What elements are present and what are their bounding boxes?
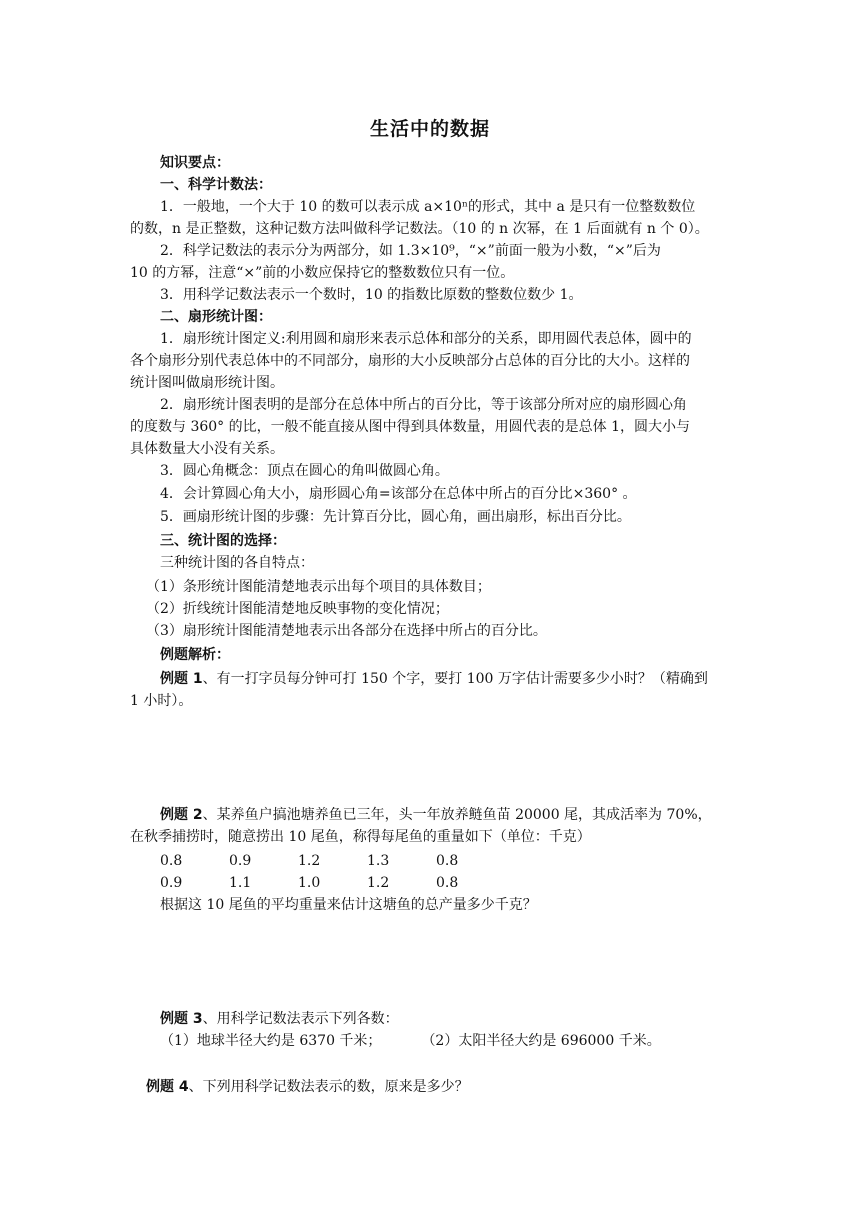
weight-value: 1.2	[298, 853, 321, 869]
weights-row-2	[160, 872, 505, 894]
s1-paragraph-1-line-2: 的数，n 是正整数，这种记数方法叫做科学记数法。（10 的 n 次幂，在 1 后面就有 n 个 0）。	[130, 221, 709, 237]
weight-value: 0.8	[160, 853, 183, 869]
section-3-heading: 三、统计图的选择：	[160, 533, 286, 549]
weight-value: 0.9	[160, 875, 183, 891]
s3-item-1: （1）条形统计图能清楚地表示出每个项目的具体数目；	[146, 579, 491, 595]
example-3-line-1	[160, 1008, 399, 1030]
s3-item-2: （2）折线统计图能清楚地反映事物的变化情况；	[146, 601, 449, 617]
example-1-text: 、有一打字员每分钟可打 150 个字，要打 100 万字估计需要多少小时？（精确到	[202, 671, 708, 687]
example-4-text: 、下列用科学记数法表示的数，原来是多少？	[188, 1079, 469, 1095]
weights-row-1	[160, 850, 505, 872]
s3-item-3: （3）扇形统计图能清楚地表示出各部分在选择中所占的百分比。	[146, 623, 547, 639]
knowledge-heading: 知识要点：	[160, 155, 230, 171]
example-3-text: 、用科学记数法表示下列各数：	[202, 1011, 399, 1027]
example-2-label: 例题 2	[160, 807, 203, 823]
s2-paragraph-2-line-1: 2．扇形统计图表明的是部分在总体中所占的百分比，等于该部分所对应的扇形圆心角	[160, 397, 687, 413]
s2-paragraph-2-line-2: 的度数与 360° 的比，一般不能直接从图中得到具体数量，用圆代表的是总体 1，圆大小与	[130, 419, 690, 435]
weight-value: 1.1	[229, 875, 252, 891]
s3-intro: 三种统计图的各自特点：	[160, 555, 314, 571]
example-1-line-2: 1 小时）。	[130, 693, 193, 709]
example-2-line-2: 在秋季捕捞时，随意捞出 10 尾鱼，称得每尾鱼的重量如下（单位：千克）	[130, 829, 591, 845]
s2-paragraph-2-line-3: 具体数量大小没有关系。	[130, 441, 284, 457]
weight-value: 1.3	[367, 853, 390, 869]
weight-value: 0.8	[436, 853, 459, 869]
example-3-item-2: （2）太阳半径大约是 696000 千米。	[421, 1033, 661, 1049]
s2-paragraph-1-line-1: 1．扇形统计图定义:利用圆和扇形来表示总体和部分的关系，即用圆代表总体，圆中的	[160, 331, 692, 347]
example-3-item-1: （1）地球半径大约是 6370 千米；	[160, 1033, 382, 1049]
s1-paragraph-3: 3．用科学记数法表示一个数时，10 的指数比原数的整数位数少 1。	[160, 287, 583, 303]
s2-paragraph-1-line-2: 各个扇形分别代表总体中的不同部分，扇形的大小反映部分占总体的百分比的大小。这样的	[130, 353, 690, 369]
s1-paragraph-2-line-1: 2．科学记数法的表示分为两部分，如 1.3×10⁹，“×”前面一般为小数，“×”后为	[160, 243, 661, 259]
s2-paragraph-3: 3．圆心角概念：顶点在圆心的角叫做圆心角。	[160, 463, 449, 479]
s1-paragraph-2-line-2: 10 的方幂，注意“×”前的小数应保持它的整数数位只有一位。	[130, 265, 515, 281]
example-1-line-1	[160, 668, 708, 690]
example-4-label: 例题 4	[146, 1079, 189, 1095]
example-2-text: 、某养鱼户搞池塘养鱼已三年，头一年放养鲢鱼苗 20000 尾，其成活率为 70%，	[202, 807, 712, 823]
s1-paragraph-1-line-1: 1．一般地，一个大于 10 的数可以表示成 a×10ⁿ的形式，其中 a 是只有一位整数数位	[160, 199, 696, 215]
example-3-items	[160, 1030, 661, 1052]
s2-paragraph-1-line-3: 统计图叫做扇形统计图。	[130, 375, 284, 391]
section-1-heading: 一、科学计数法：	[160, 177, 272, 193]
weight-value: 1.2	[367, 875, 390, 891]
s2-paragraph-5: 5．画扇形统计图的步骤：先计算百分比，圆心角，画出扇形，标出百分比。	[160, 509, 631, 525]
weight-value: 0.9	[229, 853, 252, 869]
s2-paragraph-4: 4．会计算圆心角大小，扇形圆心角=该部分在总体中所占的百分比×360° 。	[160, 486, 637, 502]
example-2-question: 根据这 10 尾鱼的平均重量来估计这塘鱼的总产量多少千克？	[160, 897, 537, 913]
examples-heading: 例题解析：	[160, 647, 230, 663]
weight-value: 1.0	[298, 875, 321, 891]
example-2-line-1	[160, 804, 712, 826]
weight-value: 0.8	[436, 875, 459, 891]
example-3-label: 例题 3	[160, 1011, 203, 1027]
example-1-label: 例题 1	[160, 671, 203, 687]
page-title: 生活中的数据	[369, 118, 490, 140]
section-2-heading: 二、扇形统计图：	[160, 309, 272, 325]
example-4-line-1	[146, 1076, 469, 1098]
